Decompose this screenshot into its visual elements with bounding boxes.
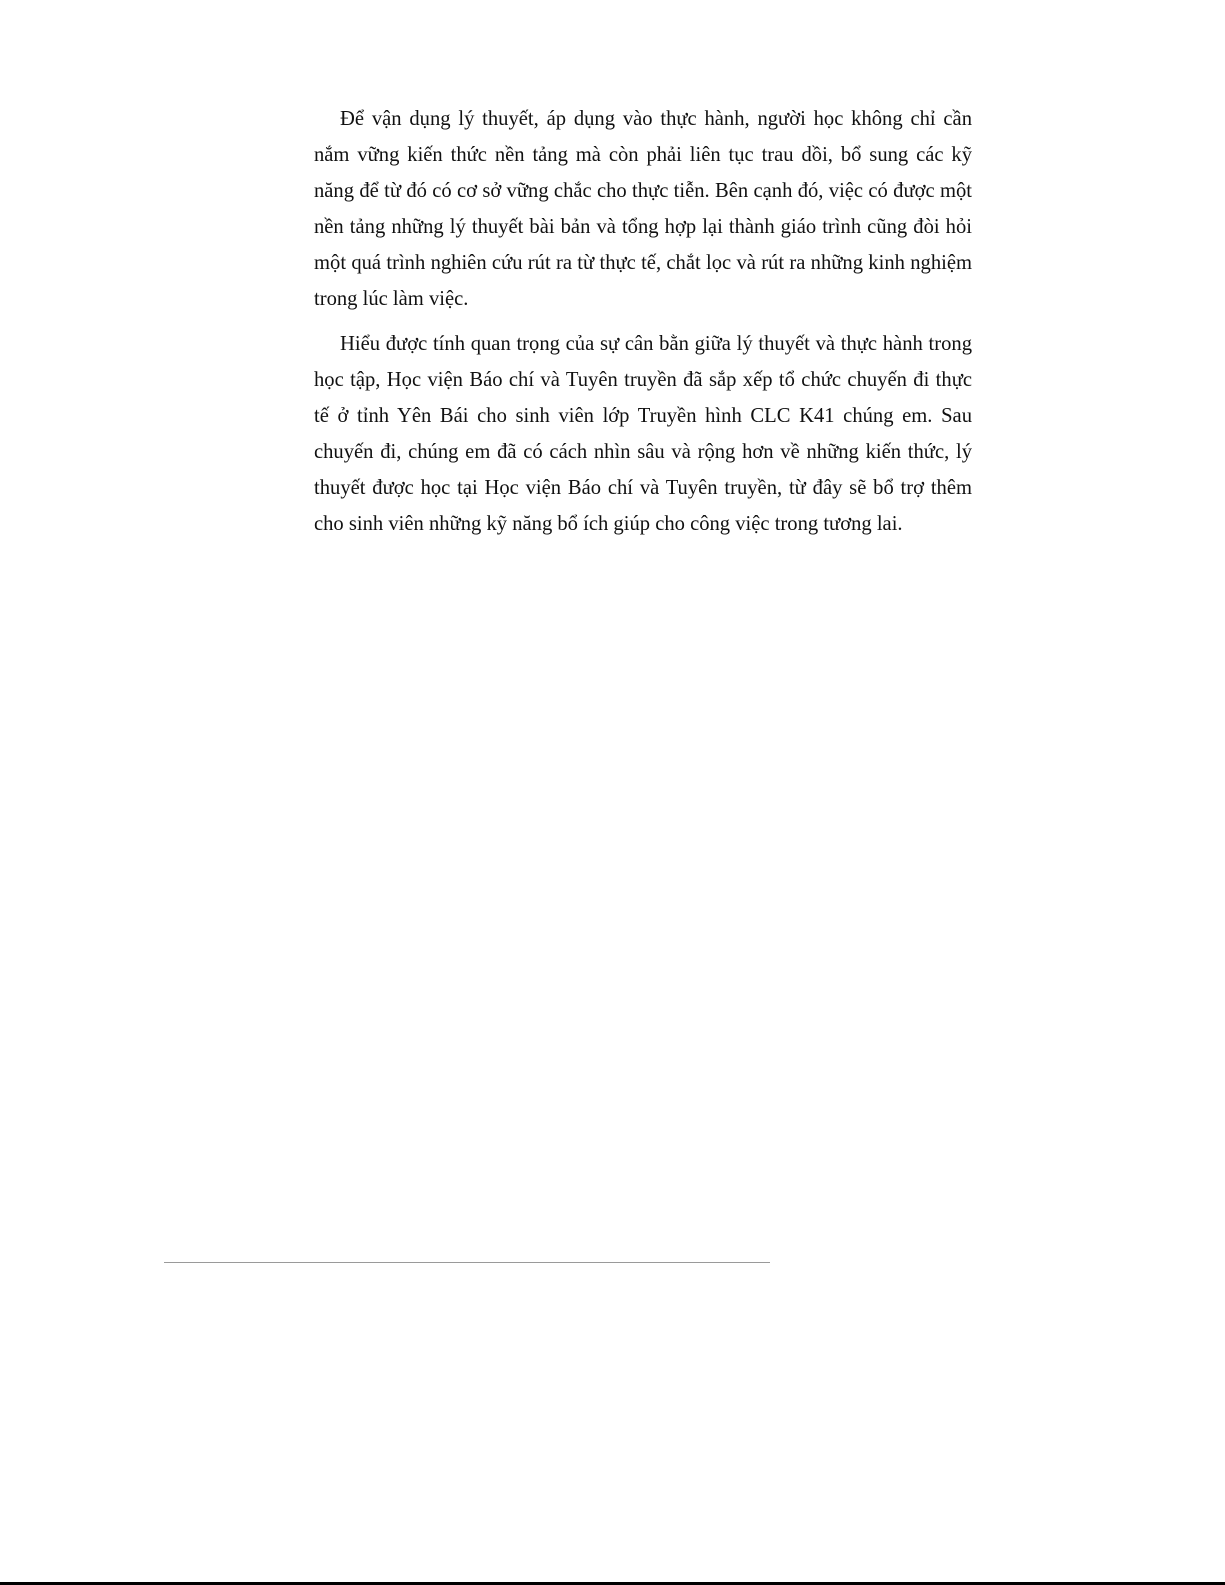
document-body <box>314 101 972 551</box>
paragraph-2: Hiểu được tính quan trọng của sự cân bằn giữa lý thuyết và thực hành trong học tập, Học viện Báo chí và Tuyên truyền đã sắp xếp tổ chức chuyến đi thực tế ở tỉnh Yên Bái cho sinh viên lớp Truyền hình CLC K41 chúng em. Sau chuyến đi, chúng em đã có cách nhìn sâu và rộng hơn về những kiến thức, lý thuyết được học tại Học viện Báo chí và Tuyên truyền, từ đây sẽ bổ trợ thêm cho sinh viên những kỹ năng bổ ích giúp cho công việc trong tương lai. <box>314 333 972 535</box>
paragraph-1: Để vận dụng lý thuyết, áp dụng vào thực hành, người học không chỉ cần nắm vững kiến thức nền tảng mà còn phải liên tục trau dồi, bổ sung các kỹ năng để từ đó có cơ sở vững chắc cho thực tiễn. Bên cạnh đó, việc có được một nền tảng những lý thuyết bài bản và tổng hợp lại thành giáo trình cũng đòi hỏi một quá trình nghiên cứu rút ra từ thực tế, chắt lọc và rút ra những kinh nghiệm trong lúc làm việc. <box>314 108 972 310</box>
footnote-separator-line <box>164 1262 770 1263</box>
